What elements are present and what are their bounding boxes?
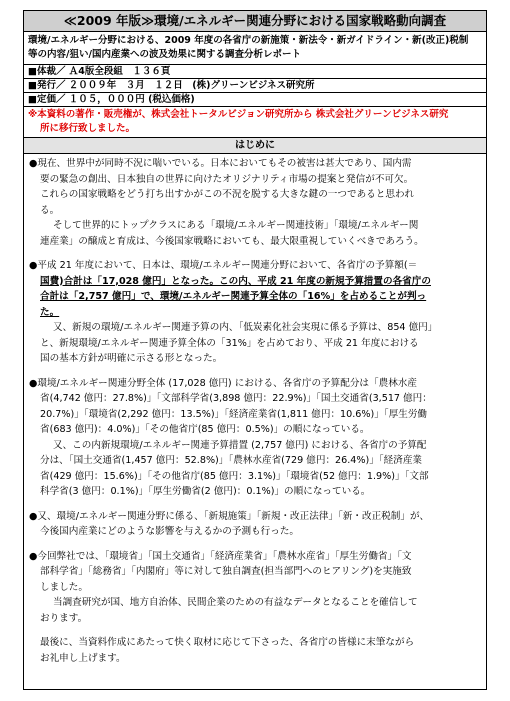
description-line: 等の内容/狙い/国内産業への波及効果に関する調査分析レポート	[28, 49, 301, 60]
text-line: 最後に、当資料作成にあたって快く取材に応じて下さった、各省庁の皆様に末筆ながら	[40, 637, 415, 648]
notice-line: ※本資料の著作・販売権が、株式会社トータルビジョン研究所から 株式会社グリーンビジネス研究	[28, 109, 449, 120]
notice-line: 所に移行致しました。	[40, 122, 136, 134]
text-line: ●現在、世界中が同時不況に喘いでいる。日本においてもその被害は甚大であり、国内需	[29, 158, 412, 169]
format-info: ■体裁／ Ａ4版全段組 １３６頁	[24, 65, 486, 79]
text-line: おります。	[40, 612, 88, 624]
report-description	[24, 32, 486, 65]
paragraph-impact-forecast	[29, 509, 481, 540]
text-line: 国費)合計は「17,028 億円」となった。この内、平成 21 年度の新規予算措置の各省庁の	[40, 275, 431, 287]
report-frame	[23, 10, 487, 690]
text-line: 科学省(3 億円：0.1%)」「厚生労働省(2 億円)：0.1%)」の順になっている。	[40, 486, 371, 497]
text-line: ●又、環境/エネルギー関連分野に係る、「新規施策」「新規・改正法律」「新・改正税制」が、	[29, 510, 430, 522]
text-line: 省(429 億円：15.6%)」「その他省庁(85 億円：3.1%)」「環境省(52 億円：1.9%)」「文部	[40, 470, 429, 482]
intro-heading: はじめに	[24, 138, 486, 154]
text-line: これらの国家戦略をどう打ち出すかがこの不況を脱する大きな鍵の一つであると思われ	[40, 189, 415, 200]
text-line: 又、この内新規環境/エネルギー関連予算措置 (2,757 億円) における、各省庁の予算配	[53, 439, 427, 451]
text-line: 省(683 億円)：4.0%)」「その他省庁(85 億円：0.5%)」の順になっている。	[40, 424, 370, 435]
text-line: 連産業」の醸成と育成は、今後国家戦略においても、最大限重視していくべきであろう。	[40, 235, 424, 247]
paragraph-ministry-allocation	[29, 376, 481, 500]
text-line: 要の緊急の創出、日本独自の世界に向けたオリジナリティ市場の提案と発信が不可欠。	[40, 173, 414, 185]
text-line: 20.7%)」「環境省(2,292 億円：13.5%)」「経済産業省(1,811 億円：10.6%)」「厚生労働	[40, 408, 428, 420]
text-line: 当調査研究が国、地方自治体、民間企業のための有益なデータとなることを確信して	[53, 597, 418, 608]
text-line: 合計は「2,757 億円」で、環境/エネルギー関連予算全体の「16%」を占めることが判っ	[40, 291, 427, 302]
text-line: 省(4,742 億円：27.8%)」「文部科学省(3,898 億円：22.9%)」「国土交通省(3,517 億円：	[40, 393, 432, 404]
text-line: る。	[40, 204, 60, 216]
text-line: 分は、「国土交通省(1,457 億円：52.8%)」「農林水産省(729 億円：26.4%)」「経済産業	[40, 455, 423, 466]
paragraph-budget-total	[29, 258, 481, 367]
text-line: 今後国内産業にどのような影響を与えるかの予測も行った。	[40, 526, 300, 537]
intro-body	[24, 154, 486, 666]
text-line: ●今回弊社では、「環境省」「国土交通省」「経済産業省」「農林水産省」「厚生労働省」「文	[29, 550, 412, 562]
price-info: ■定価／ １０５，０００円 (税込価格)	[24, 93, 486, 107]
text-line: そして世界的にトップクラスにある「環境/エネルギー関連技術」「環境/エネルギー関	[53, 220, 419, 231]
text-line: 部科学省」「総務省」「内閣府」等に対して独自調査(担当部門へのヒアリング)を実施致	[40, 566, 412, 577]
report-title: ≪2009 年版≫環境/エネルギー関連分野における国家戦略動向調査	[24, 11, 486, 32]
paragraph-current-situation	[29, 156, 481, 249]
text-line: と、新規環境/エネルギー関連予算全体の「31%」を占めており、平成 21 年度における	[40, 337, 419, 349]
publish-info: ■発行／ ２００９年 ３月 １２日 (株)グリーンビジネス研究所	[24, 79, 486, 93]
text-line: 国の基本方針が明確に示さる形となった。	[40, 353, 223, 364]
text-line: ●環境/エネルギー関連分野全体 (17,028 億円) における、各省庁の予算配分は「農林水産	[29, 377, 417, 389]
text-line: 又、新規の環境/エネルギー関連予算の内、「低炭素化社会実現に係る予算は、854 億円」	[53, 322, 438, 333]
paragraph-survey	[29, 549, 481, 627]
text-line: お礼申し上げます。	[40, 652, 126, 664]
text-line: た。	[40, 306, 60, 318]
rights-notice	[24, 107, 486, 138]
description-line: 環境/エネルギー分野における、2009 年度の各省庁の新施策・新法令・新ガイドライン・新(改正)税制	[28, 35, 469, 46]
paragraph-thanks	[29, 635, 481, 666]
text-line: しました。	[40, 581, 88, 593]
text-line: ●平成 21 年度において、日本は、環境/エネルギー関連分野において、各省庁の予算額(＝	[29, 260, 418, 271]
